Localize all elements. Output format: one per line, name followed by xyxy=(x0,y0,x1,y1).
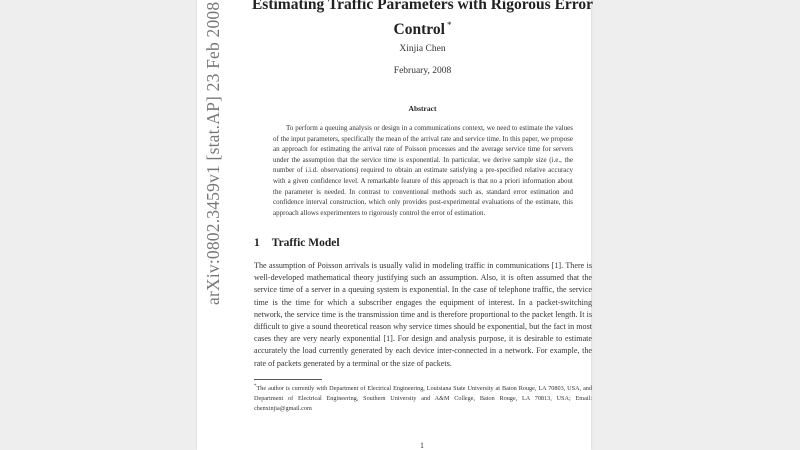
abstract-text: To perform a queuing analysis or design in a communications context, we need to estimate the values of the input parameters, specifically the mean of the arrival rate and service time. In this paper, we propose an approach for estimating the arrival rate of Poisson processes and the average service time for servers under the assumption that the service time is exponential. In particular, we derive sample size (i.e., the number of i.i.d. observations) required to obtain an estimate satisfying a pre-specified relative accuracy with a given confidence level. A remarkable feature of this approach is that no a priori information about the parameter is needed. In contrast to conventional methods such as, standard error estimation and confidence interval construction, which only provides post-experimental evaluations of the estimate, this approach allows experimenters to rigorously control the error of estimation. xyxy=(273,124,573,217)
paper-title-text: Estimating Traffic Parameters with Rigorous Error Control xyxy=(251,0,594,38)
abstract-heading: Abstract xyxy=(408,104,437,113)
section-heading xyxy=(254,237,340,249)
footnote-rule xyxy=(254,379,322,380)
section-number: 1 xyxy=(254,237,260,249)
title-footnote-mark: * xyxy=(446,20,452,30)
author-name: Xinjia Chen xyxy=(399,44,446,54)
footnote-mark: * xyxy=(254,384,257,389)
section-title: Traffic Model xyxy=(271,237,340,249)
section-body-text: The assumption of Poisson arrivals is usually valid in modeling traffic in communications [1]. There is well-developed mathematical theory justifying such an assumption. Also, it is often assumed that the service time of a server in a queuing system is exponential. In the case of telephone traffic, the service time is the time for which a subscriber engages the equipment of interest. In a packet-switching network, the service time is the transmission time and is therefore proportional to the packet length. It is difficult to give a sound theoretical reason why service times should be exponential, but the fact in most cases they are very nearly exponential [1]. For design and analysis purpose, it is desirable to estimate accurately the load currently generated by each device inter-connected in a network. For example, the rate of packets generated by a terminal or the size of packets. xyxy=(254,261,592,368)
page-number: 1 xyxy=(420,441,424,450)
footnote-text: The author is currently with Department of Electrical Engineering, Louisiana State University at Baton Rouge, LA 70803, USA, and Department of Electrical Engineering, Southern University and A&M College, Baton Rouge, LA 70813, USA; Email: chenxinjia@gmail.com xyxy=(254,385,592,413)
arxiv-identifier[interactable]: arXiv:0802.3459v1 [stat.AP] 23 Feb 2008 xyxy=(203,1,223,305)
paper-date: February, 2008 xyxy=(393,66,452,76)
paper-title xyxy=(250,0,595,40)
footnote xyxy=(254,382,592,415)
